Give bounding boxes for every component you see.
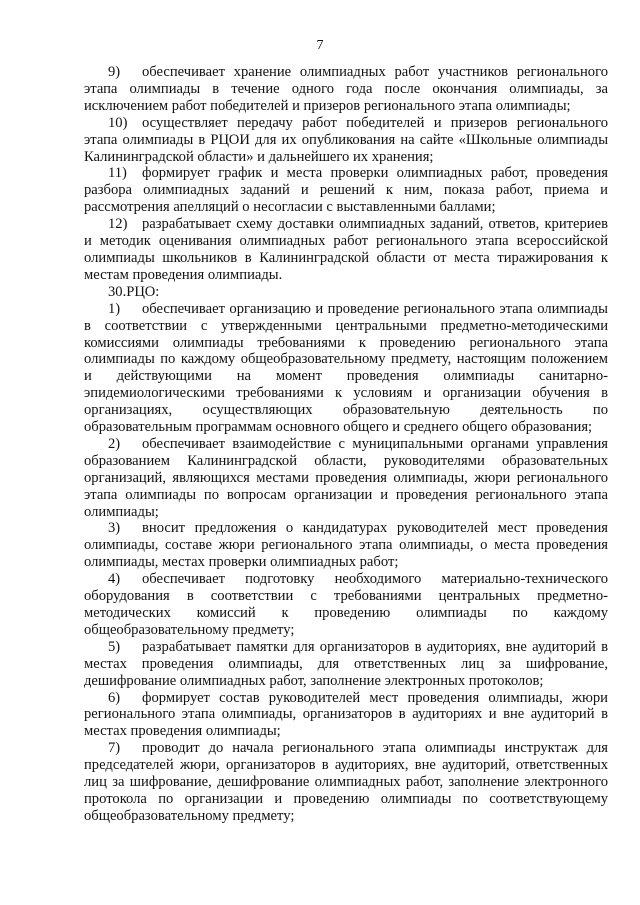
section-title: РЦО:: [126, 283, 160, 300]
item-number: 12): [108, 216, 128, 233]
item-number: 4): [108, 571, 121, 588]
item-text: обеспечивает хранение олимпиадных работ участников регионального этапа олимпиады в течение одного года после окончания олимпиады, за исключением работ победителей и призеров регионального этапа олимпиады;: [84, 64, 608, 114]
item-text: вносит предложения о кандидатурах руководителей мест проведения олимпиады, составе жюри регионального этапа олимпиады, о места проведения олимпиады, местах проверки олимпиадных работ;: [84, 520, 608, 571]
list-item: [84, 520, 608, 571]
item-number: 9): [108, 64, 121, 80]
item-text: осуществляет передачу работ победителей и призеров регионального этапа олимпиады в РЦОИ для их опубликования на сайте «Школьные олимпиады Калининградской области» и дальнейшего их хранения;: [84, 114, 608, 165]
list-item: [84, 436, 608, 521]
item-number: 1): [108, 300, 121, 317]
list-item: [84, 115, 608, 166]
list-item: [84, 165, 608, 216]
item-number: 5): [108, 638, 121, 655]
item-text: формирует график и места проверки олимпиадных работ, проведения разбора олимпиадных заданий и решений к ним, показа работ, приема и рассмотрения апелляций о несогласии с выставленными баллами;: [84, 165, 608, 216]
item-text: разрабатывает схему доставки олимпиадных заданий, ответов, критериев и методик оценивания олимпиадных работ регионального этапа всероссийской олимпиады школьников в Калининградской области от места тиражирования к местам проведения олимпиады.: [84, 216, 608, 283]
list-item: [84, 639, 608, 690]
item-text: проводит до начала регионального этапа олимпиады инструктаж для председателей жюри, организаторов в аудиториях, вне аудиторий, ответственных лиц за шифрование, дешифрование олимпиадных работ, заполнение электронного протокола по организации и проведению олимпиады по соответствующему общеобразовательному предмету;: [84, 740, 608, 824]
item-text: формирует состав руководителей мест проведения олимпиады, жюри регионального этапа олимпиады, организаторов в аудиториях и вне аудиторий в местах проведения олимпиады;: [84, 689, 608, 740]
item-number: 2): [108, 435, 121, 452]
list-item: [84, 216, 608, 284]
section-number: 30.: [108, 283, 127, 300]
list-item: [84, 740, 608, 825]
item-text: обеспечивает подготовку необходимого материально-технического оборудования в соответствии с требованиями центральных предметно-методических комиссий к проведению олимпиады по каждому общеобразовательному предмету;: [84, 571, 608, 638]
item-text: разрабатывает памятки для организаторов в аудиториях, вне аудиторий в местах проведения олимпиады, для ответственных лиц за шифрование, дешифрование олимпиадных работ, заполнение электронных протоколов;: [84, 638, 608, 689]
item-text: обеспечивает организацию и проведение регионального этапа олимпиады в соответствии с утвержденными центральными предметно-методическими комиссиями олимпиады требованиями к проведению регионального этапа олимпиады по каждому общеобразовательному предмету, настоящим положением и действующими на момент проведения олимпиады санитарно-эпидемиологическими требованиями к условиям и организации обучения в организациях, осуществляющих образовательную деятельность по образовательным программам основного общего и среднего общего образования;: [84, 300, 608, 436]
item-text: обеспечивает взаимодействие с муниципальными органами управления образованием Калининградской области, руководителями образовательных организаций, являющихся местами проведения олимпиады, жюри регионального этапа олимпиады по вопросам организации и проведения регионального этапа олимпиады;: [84, 435, 608, 520]
list-item: [84, 64, 608, 115]
item-number: 10): [108, 114, 128, 131]
item-number: 6): [108, 689, 121, 706]
document-body: [84, 64, 608, 825]
list-item: [84, 690, 608, 741]
item-number: 11): [108, 165, 127, 182]
list-item: [84, 571, 608, 639]
section-heading: [84, 284, 608, 301]
page-number: 7: [316, 38, 324, 53]
item-number: 3): [108, 520, 121, 537]
item-number: 7): [108, 740, 121, 757]
list-item: [84, 301, 608, 436]
